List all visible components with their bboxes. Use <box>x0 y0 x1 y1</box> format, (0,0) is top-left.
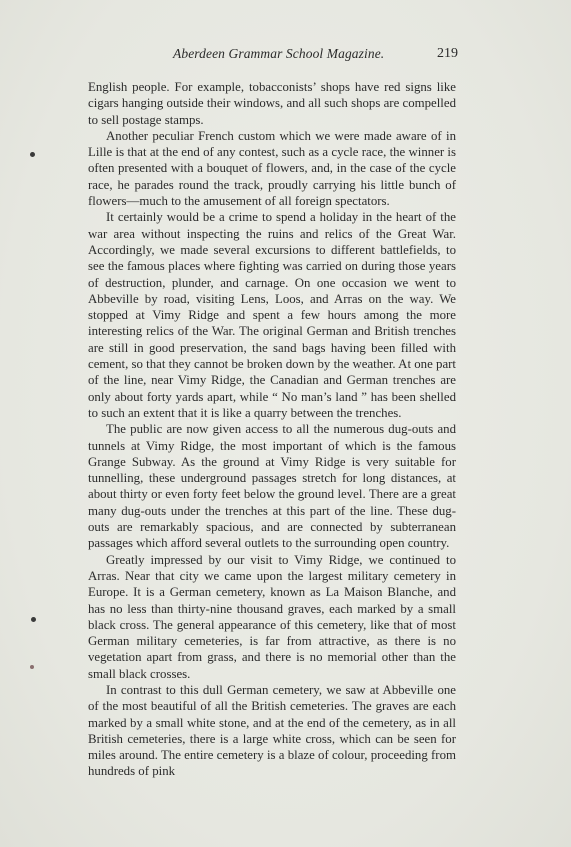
page-number: 219 <box>437 46 458 61</box>
margin-speck <box>30 665 34 669</box>
page-header <box>88 46 458 66</box>
paragraph: In contrast to this dull German cemetery, we saw at Abbeville one of the most beautiful of all the British cemeteries. The graves are each marked by a small white stone, and at the end of the cemetery, as in all British cemeteries, there is a large white cross, which can be seen for miles around. The entire cemetery is a blaze of colour, proceeding from hundreds of pink <box>88 682 456 779</box>
paragraph: English people. For example, tobacconists’ shops have red signs like cigars hanging outside their windows, and all such shops are compelled to sell postage stamps. <box>88 80 456 127</box>
article-body <box>88 79 456 780</box>
running-title: Aberdeen Grammar School Magazine. <box>173 46 385 61</box>
margin-speck <box>30 152 35 157</box>
paragraph: The public are now given access to all the numerous dug-outs and tunnels at Vimy Ridge, the most important of which is the famous Grange Subway. As the ground at Vimy Ridge is very suitable for tunnelling, these underground passages stretch for long distances, at about thirty or even forty feet below the ground level. There are a great many dug-outs under the trenches at this part of the line. These dug-outs are remarkably spacious, and are connected by subterranean passages which afford several outlets to the surrounding open country. <box>88 422 456 551</box>
paragraph: Another peculiar French custom which we were made aware of in Lille is that at the end of any contest, such as a cycle race, the winner is often presented with a bouquet of flowers, and, in the case of the cycle race, he parades round the track, proudly carrying his little bunch of flowers—much to the amusement of all foreign spectators. <box>88 128 456 209</box>
margin-speck <box>31 617 36 622</box>
paragraph: Greatly impressed by our visit to Vimy Ridge, we continued to Arras. Near that city we came upon the largest military cemetery in Europe. It is a German cemetery, known as La Maison Blanche, and has no less than thirty-nine thousand graves, each marked by a small black cross. The general appearance of this cemetery, like that of most German military cemeteries, is far from attractive, as there is no vegetation apart from grass, and there is no memorial other than the small black crosses. <box>88 552 456 681</box>
paragraph: It certainly would be a crime to spend a holiday in the heart of the war area without inspecting the ruins and relics of the Great War. Accordingly, we made several excursions to different battlefields, to see the famous places where fighting was carried on during those years of destruction, plunder, and carnage. On one occasion we went to Abbeville by road, visiting Lens, Loos, and Arras on the way. We stopped at Vimy Ridge and spent a few hours among the more interesting relics of the War. The original German and British trenches are still in good preservation, the sand bags having been filled with cement, so that they cannot be broken down by the weather. At one part of the line, near Vimy Ridge, the Canadian and German trenches are only about forty yards apart, while “ No man’s land ” has been shelled to such an extent that it is like a quarry between the trenches. <box>88 210 456 420</box>
